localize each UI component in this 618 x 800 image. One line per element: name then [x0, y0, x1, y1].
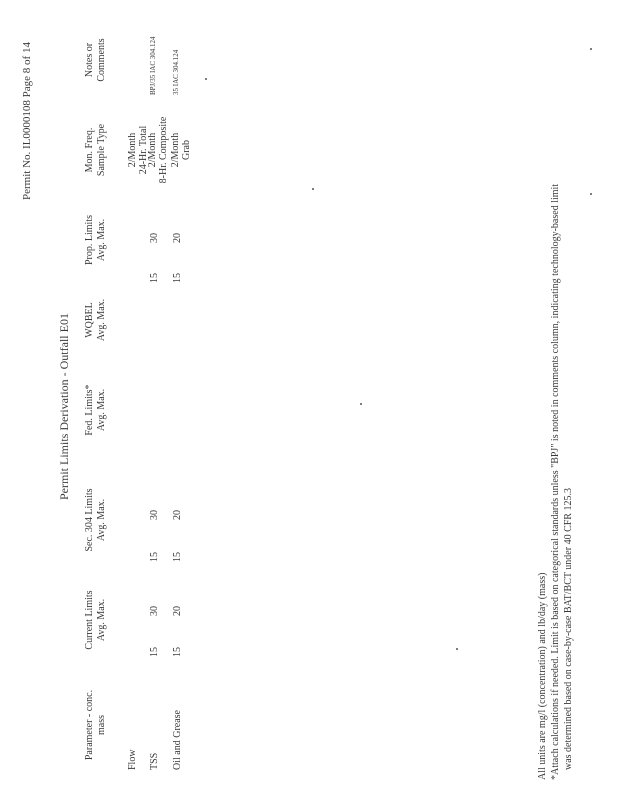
row-tss-prop-avg: 15 [149, 273, 160, 283]
scan-speck [360, 403, 362, 405]
col-header-wqbel: WQBEL Avg. Max. [84, 298, 107, 342]
row-oil-grease-cur-avg: 15 [172, 647, 183, 657]
footnote-calculations: *Attach calculations if needed. Limit is based on categorical standards unless "BPJ" is noted in comments column, indicating technology-based limit [550, 183, 561, 780]
row-tss-cur-avg: 15 [149, 647, 160, 657]
row-oil-grease-parameter: Oil and Grease [172, 710, 183, 770]
col-header-current-limits: Current Limits Avg. Max. [84, 590, 107, 650]
row-tss-notes: BPJ/35 IAC 304.124 [149, 36, 157, 95]
permit-page-header: Permit No. IL0000108 Page 8 of 14 [21, 42, 33, 200]
scan-speck [456, 648, 458, 650]
col-header-prop-limits: Prop. Limits Avg. Max. [84, 215, 107, 266]
row-flow-parameter: Flow [127, 749, 138, 770]
col-header-parameter: Parameter - conc. mass [84, 689, 107, 761]
row-oil-grease-notes: 35 IAC 304.124 [172, 49, 180, 95]
row-flow-mon: 2/Month 24-Hr. Total [127, 125, 149, 175]
col-header-mon-freq: Mon. Freq. Sample Type [84, 123, 107, 177]
col-header-fed-limits: Fed. Limits* Avg. Max. [84, 384, 107, 436]
scan-speck [590, 193, 592, 195]
row-oil-grease-sec-max: 20 [172, 510, 183, 520]
row-tss-prop-max: 30 [149, 233, 160, 243]
col-header-sec304-limits: Sec. 304 Limits Avg. Max. [84, 488, 107, 552]
row-tss-parameter: TSS [149, 752, 160, 770]
col-header-notes: Notes or Comments [84, 38, 107, 82]
footnote-bat-bct: was determined based on case-by-case BAT/BCT under 40 CFR 125.3 [563, 488, 574, 770]
row-oil-grease-mon: 2/Month Grab [170, 132, 192, 168]
row-oil-grease-prop-avg: 15 [172, 273, 183, 283]
row-oil-grease-prop-max: 20 [172, 233, 183, 243]
scan-speck [312, 188, 314, 190]
row-tss-sec-avg: 15 [149, 552, 160, 562]
scan-speck [205, 78, 207, 80]
document-title: Permit Limits Derivation - Outfall E01 [57, 313, 71, 500]
row-tss-cur-max: 30 [149, 606, 160, 616]
row-tss-mon: 2/Month 8-Hr. Composite [147, 116, 169, 184]
row-oil-grease-sec-avg: 15 [172, 552, 183, 562]
footnote-units: All units are mg/l (concentration) and lb/day (mass) [537, 572, 548, 780]
scan-speck [590, 48, 592, 50]
row-oil-grease-cur-max: 20 [172, 606, 183, 616]
row-tss-sec-max: 30 [149, 510, 160, 520]
